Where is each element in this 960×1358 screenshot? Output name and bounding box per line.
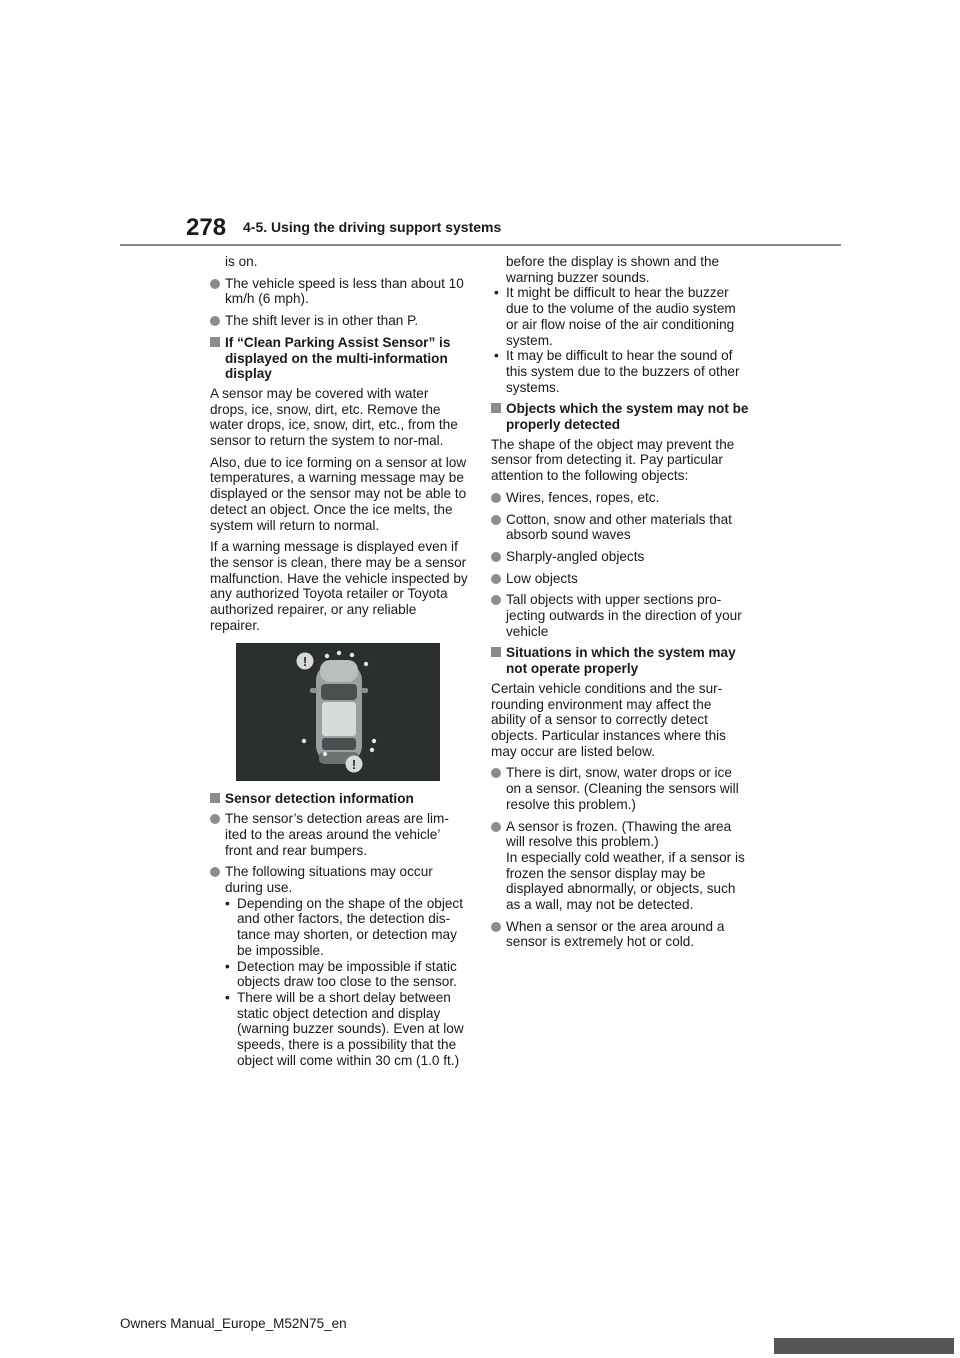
heading-sensor-detection: Sensor detection information [210,791,468,807]
bullet-object-low: Low objects [491,571,749,587]
situation-frozen-continued: In especially cold weather, if a sensor is frozen the sensor display may be displayed abnormally, or objects, such as a wall, may not be detected. [506,849,745,913]
sensor-dot-rear-4 [372,739,376,743]
sensor-dot-front-4 [364,662,368,666]
bullet-situation-dirt: There is dirt, snow, water drops or ice on a sensor. (Cleaning the sensors will resolve this problem.) [491,765,749,812]
left-mirror [310,688,317,693]
watermark-logo [774,1338,954,1354]
bullet-object-tall: Tall objects with upper sections pro-jecting outwards in the direction of your vehicle [491,592,749,639]
heading-objects: Objects which the system may not be properly detected [491,401,749,432]
right-mirror [361,688,368,693]
warning-icon-front [297,653,314,670]
para-objects: The shape of the object may prevent the sensor from detecting it. Pay particular attention to the following objects: [491,436,735,484]
para-sensor-covered: A sensor may be covered with water drops, ice, snow, dirt, etc. Remove the water drops, ice, snow, dirt, etc., from the sensor to return the system to nor-mal. [210,385,458,449]
warning-icon-rear [346,756,363,773]
para-malfunction: If a warning message is displayed even if the sensor is clean, there may be a sensor malfunction. Have the vehicle inspected by any authorized Toyota retailer or Toyota authorized repairer, or any reliable repairer. [210,539,468,633]
dash-list-right [491,285,749,395]
sensor-dot-rear-2 [323,752,327,756]
sensor-dot-front-2 [337,651,341,655]
sensor-dot-rear-1 [302,739,306,743]
bullet-object-angled: Sharply-angled objects [491,549,749,565]
heading-situations: Situations in which the system may not operate properly [491,645,749,676]
right-column [491,254,749,956]
page-number: 278 [186,214,227,241]
sensor-display-figure [236,643,440,781]
sensor-dot-front-3 [350,653,354,657]
bullet-object-cotton: Cotton, snow and other materials that absorb sound waves [491,512,749,543]
heading-clean-sensor: If “Clean Parking Assist Sensor” is displayed on the multi-information display [210,335,468,382]
header-rule [120,244,841,246]
continued-text-right: before the display is shown and the warning buzzer sounds. [506,254,720,285]
para-ice-forming: Also, due to ice forming on a sensor at low temperatures, a warning message may be displayed or the sensor may not be able to detect an object. Once the ice melts, the system will return to normal. [210,454,467,533]
footer-text: Owners Manual_Europe_M52N75_en [120,1316,347,1331]
para-situations: Certain vehicle conditions and the sur-rounding environment may affect the ability of a sensor to correctly detect objects. Particular instances where this may occur are listed below. [491,680,726,759]
bullet-situations: The following situations may occur during use. [210,864,468,895]
left-column [210,254,468,1074]
svg-text:!: ! [302,654,308,670]
dash-list-left [210,896,468,1069]
bullet-situation-frozen: A sensor is frozen. (Thawing the area will resolve this problem.) [491,819,749,850]
bullet-shift-lever: The shift lever is in other than P. [210,313,468,329]
dash-item-buzzer-volume: • It might be difficult to hear the buzzer due to the volume of the audio system or air flow noise of the air conditioning system. [494,285,749,348]
bullet-situation-hot: When a sensor or the area around a sensor is extremely hot or cold. [491,919,749,950]
windshield [321,684,357,700]
vehicle-top-view [237,644,439,780]
sensor-dot-rear-3 [370,748,374,752]
sensor-dot-front-1 [325,654,329,658]
continued-text: is on. [225,254,258,269]
section-title: 4-5. Using the driving support systems [243,219,502,235]
dash-item-shape: • Depending on the shape of the object and other factors, the detection dis-tance may shorten, or detection may be impossible. [225,896,468,959]
bullet-object-wires: Wires, fences, ropes, etc. [491,490,749,506]
svg-text:!: ! [351,757,357,773]
bullet-speed: The vehicle speed is less than about 10 km/h (6 mph). [210,276,468,307]
rear-window [322,738,356,750]
bullet-detection-areas: The sensor’s detection areas are lim-ited to the areas around the vehicle’ front and rear bumpers. [210,811,468,858]
dash-item-other-buzzers: • It may be difficult to hear the sound of this system due to the buzzers of other systems. [494,348,749,395]
dash-item-delay: • There will be a short delay between static object detection and display (warning buzzer sounds). Even at low speeds, there is a possibility that the object will come within 30 cm (1.0 ft.) [225,990,468,1069]
dash-item-static: • Detection may be impossible if static objects draw too close to the sensor. [225,959,468,990]
car-front [320,660,358,682]
car-roof [322,702,356,736]
